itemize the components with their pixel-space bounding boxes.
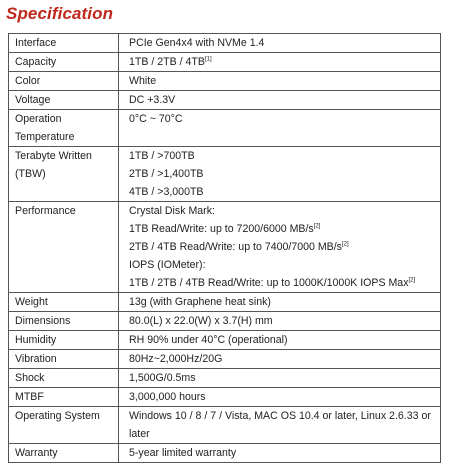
- spec-label-line: Interface: [15, 37, 57, 49]
- spec-value-line: [129, 274, 435, 292]
- spec-value-line: [129, 369, 435, 387]
- spec-value-line: [129, 388, 435, 406]
- spec-value: [119, 53, 441, 72]
- spec-value-line: [129, 293, 435, 311]
- spec-value-line: [129, 53, 435, 71]
- spec-row: [9, 202, 441, 293]
- spec-value-text: 2TB / 4TB Read/Write: up to 7400/7000 MB/s: [129, 241, 342, 253]
- spec-label: [9, 34, 119, 53]
- spec-row: [9, 34, 441, 53]
- spec-value: [119, 444, 441, 463]
- footnote-marker: [1]: [204, 56, 212, 63]
- spec-value-text: 13g (with Graphene heat sink): [129, 296, 271, 308]
- spec-label-line: MTBF: [15, 391, 44, 403]
- spec-value-line: [129, 147, 435, 165]
- spec-value-text: 4TB / >3,000TB: [129, 186, 204, 198]
- spec-label: [9, 350, 119, 369]
- spec-label: [9, 444, 119, 463]
- spec-value-text: 0°C ~ 70°C: [129, 113, 183, 125]
- spec-value: [119, 369, 441, 388]
- spec-row: [9, 53, 441, 72]
- spec-label-line: Voltage: [15, 94, 51, 106]
- spec-value-text: PCIe Gen4x4 with NVMe 1.4: [129, 37, 265, 49]
- spec-label: [9, 110, 119, 147]
- spec-row: [9, 91, 441, 110]
- spec-value-line: [129, 407, 435, 425]
- spec-value-text: 1TB Read/Write: up to 7200/6000 MB/s: [129, 223, 314, 235]
- spec-label: [9, 53, 119, 72]
- spec-label-line: Warranty: [15, 447, 58, 459]
- spec-value: [119, 110, 441, 147]
- spec-value-line: [129, 183, 435, 201]
- spec-value-line: [129, 331, 435, 349]
- spec-label-line: Color: [15, 75, 41, 87]
- spec-value: [119, 34, 441, 53]
- spec-label: [9, 388, 119, 407]
- spec-value-text: IOPS (IOMeter):: [129, 259, 206, 271]
- spec-value-text: 80.0(L) x 22.0(W) x 3.7(H) mm: [129, 315, 273, 327]
- spec-label-line: Weight: [15, 296, 48, 308]
- spec-value: [119, 388, 441, 407]
- spec-value-text: 80Hz~2,000Hz/20G: [129, 353, 223, 365]
- footnote-marker: [2]: [408, 277, 416, 284]
- spec-row: [9, 72, 441, 91]
- footnote-marker: [2]: [313, 223, 321, 230]
- spec-value-line: [129, 238, 435, 256]
- spec-value-line: [129, 312, 435, 330]
- spec-table: [8, 33, 441, 463]
- spec-value-text: 3,000,000 hours: [129, 391, 206, 403]
- spec-label-line: Terabyte Written: [15, 150, 92, 162]
- spec-label-line: Shock: [15, 372, 45, 384]
- spec-row: [9, 312, 441, 331]
- spec-value-line: [129, 256, 435, 274]
- spec-label: [9, 72, 119, 91]
- spec-label: [9, 369, 119, 388]
- spec-value-line: [129, 34, 435, 52]
- spec-value-text: RH 90% under 40°C (operational): [129, 334, 288, 346]
- spec-value-line: [129, 220, 435, 238]
- spec-label-line: Dimensions: [15, 315, 71, 327]
- spec-label-line: Vibration: [15, 353, 57, 365]
- spec-value-line: [129, 165, 435, 183]
- spec-label-line: Capacity: [15, 56, 57, 68]
- spec-value: [119, 407, 441, 444]
- spec-label: [9, 202, 119, 293]
- spec-value: [119, 312, 441, 331]
- spec-row: [9, 331, 441, 350]
- spec-label-line: Humidity: [15, 334, 57, 346]
- spec-value-line: [129, 202, 435, 220]
- footnote-marker: [2]: [341, 241, 349, 248]
- spec-row: [9, 444, 441, 463]
- spec-row: [9, 293, 441, 312]
- spec-label: [9, 147, 119, 202]
- page-title: Specification: [6, 4, 114, 23]
- spec-row: [9, 110, 441, 147]
- spec-label-line: (TBW): [15, 168, 46, 180]
- spec-label-line: Temperature: [15, 131, 75, 143]
- spec-label-line: Performance: [15, 205, 76, 217]
- spec-label: [9, 407, 119, 444]
- spec-label: [9, 293, 119, 312]
- spec-row: [9, 407, 441, 444]
- spec-value-text: Crystal Disk Mark:: [129, 205, 215, 217]
- spec-value-text: 5-year limited warranty: [129, 447, 237, 459]
- spec-value-line: [129, 350, 435, 368]
- spec-value-line: [129, 444, 435, 462]
- spec-value: [119, 331, 441, 350]
- spec-value-text: 1TB / >700TB: [129, 150, 195, 162]
- spec-value-text: White: [129, 75, 157, 87]
- spec-value-text: DC +3.3V: [129, 94, 176, 106]
- spec-value-text: Windows 10 / 8 / 7 / Vista, MAC OS 10.4 or later, Linux 2.6.33 or: [129, 410, 431, 422]
- spec-value: [119, 293, 441, 312]
- spec-value-line: [129, 425, 435, 443]
- spec-value: [119, 72, 441, 91]
- spec-label-line: Operation: [15, 113, 62, 125]
- spec-value: [119, 350, 441, 369]
- spec-value-line: [129, 72, 435, 90]
- spec-table-body: [9, 34, 441, 463]
- spec-label: [9, 91, 119, 110]
- spec-value-text: later: [129, 428, 150, 440]
- spec-row: [9, 147, 441, 202]
- spec-value-text: 1TB / 2TB / 4TB Read/Write: up to 1000K/1000K IOPS Max: [129, 277, 409, 289]
- spec-value: [119, 202, 441, 293]
- spec-label-line: Operating System: [15, 410, 100, 422]
- spec-value-text: 1TB / 2TB / 4TB: [129, 56, 205, 68]
- spec-value: [119, 147, 441, 202]
- spec-row: [9, 388, 441, 407]
- spec-value-text: 1,500G/0.5ms: [129, 372, 196, 384]
- spec-label: [9, 312, 119, 331]
- spec-label: [9, 331, 119, 350]
- spec-row: [9, 350, 441, 369]
- spec-value: [119, 91, 441, 110]
- spec-value-line: [129, 91, 435, 109]
- spec-row: [9, 369, 441, 388]
- spec-value-text: 2TB / >1,400TB: [129, 168, 204, 180]
- spec-value-line: [129, 110, 435, 128]
